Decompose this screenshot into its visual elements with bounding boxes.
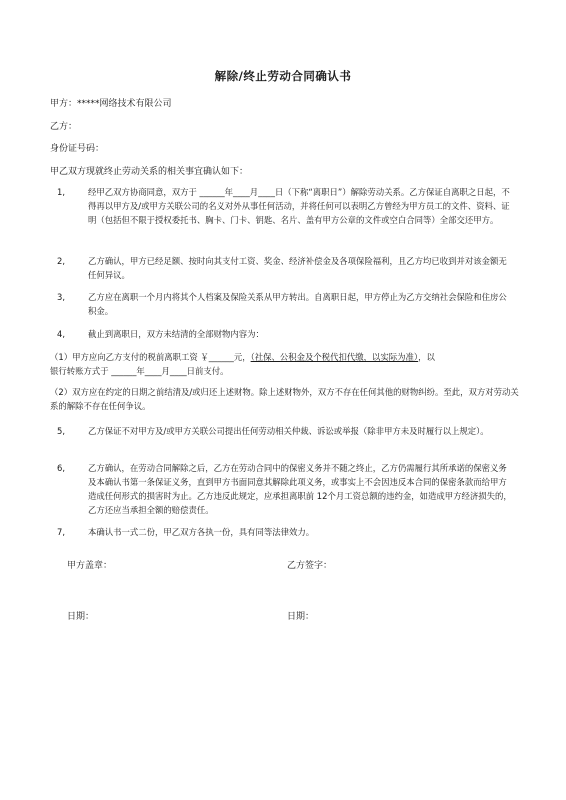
clause-item: 乙方确认，甲方已经足额、按时向其支付工资、奖金、经济补偿金及各项保险福利，且乙方均已收到并对该金额无任何异议。	[88, 256, 507, 280]
item-number: 5,	[57, 426, 65, 436]
clause-item: 乙方保证不对甲方及/或甲方关联公司提出任何劳动相关仲裁、诉讼或举报（除非甲方未及时履行以上规定）。	[88, 426, 489, 436]
item-number: 2,	[57, 256, 65, 266]
sub-clause-1-text: （1）甲方应向乙方支付的税前离职工资 ￥______元，	[50, 352, 251, 362]
party-b-line: 乙方：	[50, 122, 78, 132]
document-title: 解除/终止劳动合同确认书	[214, 69, 352, 83]
id-number-line: 身份证号码：	[50, 144, 105, 154]
party-a-line: 甲方：*****网络技术有限公司	[50, 99, 172, 109]
item-number: 1,	[57, 187, 65, 197]
clause-item: 乙方应在离职一个月内将其个人档案及保险关系从甲方转出。自离职日起，甲方停止为乙方交纳社会保险和住房公积金。	[88, 292, 507, 316]
clause-item: 经甲乙双方协商同意，双方于 ______年____月____日（下称“离职日”）解除劳动关系。乙方保证自离职之日起，不得再以甲方及/或甲方关联公司的名义对外从事任何活动，并将任何可以表明乙方曾经为甲方员工的文件、资料、证明（包括但不限于授权委托书、胸卡、门卡、钥匙、名片、盖有甲方公章的文件或空白合同等）全部交还甲方。	[88, 187, 510, 225]
item-number: 7,	[57, 527, 65, 537]
clause-item: 截止到离职日，双方未结清的全部财物内容为：	[88, 329, 264, 339]
sub-clause-1-tail: ，以	[418, 352, 435, 362]
item-number: 6,	[57, 463, 65, 473]
party-b-sign-label: 乙方签字：	[287, 561, 333, 571]
clause-item: 乙方确认，在劳动合同解除之后，乙方在劳动合同中的保密义务并不随之终止，乙方仍需履行其所承诺的保密义务及本确认书第一条保证义务，直到甲方书面同意其解除此项义务，或事实上不会因违反本合同的保密条款而给甲方造成任何形式的损害时为止。乙方违反此规定，应承担离职前 12个月工资总额的违约金，如造成甲方经济损失的，乙方还应当承担全额的赔偿责任。	[88, 463, 512, 515]
item-number: 4,	[57, 329, 65, 339]
item-number: 3,	[57, 292, 65, 302]
sub-clause-2: （2）双方应在约定的日期之前结清及/或归还上述财物。除上述财物外，双方不存在任何其他的财物纠纷。至此，双方对劳动关系的解除不存在任何争议。	[50, 387, 519, 411]
party-a-date-label: 日期：	[67, 612, 95, 622]
party-a-seal-label: 甲方盖章：	[67, 561, 113, 571]
sub-clause-1-payment: 银行转账方式于 ______年____月____日前支付。	[50, 366, 229, 376]
clause-item: 本确认书一式二份，甲乙双方各执一份，具有同等法律效力。	[88, 527, 315, 537]
sub-clause-1	[50, 350, 520, 364]
sub-clause-1-note: （社保、公积金及个税代扣代缴，以实际为准）	[250, 352, 419, 362]
party-b-date-label: 日期：	[287, 612, 315, 622]
intro-line: 甲乙双方现就终止劳动关系的相关事宜确认如下：	[50, 167, 249, 177]
